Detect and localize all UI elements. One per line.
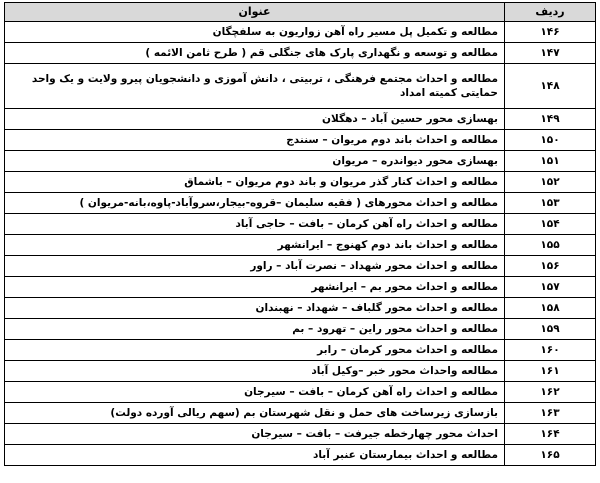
row-title: مطالعه و احداث محور راین – تهرود – بم <box>5 319 505 340</box>
table-row <box>5 172 596 193</box>
row-title: مطالعه و توسعه و نگهداری پارک های جنگلی قم ( طرح ثامن الائمه ) <box>5 43 505 64</box>
table-header-row <box>5 3 596 22</box>
table-row <box>5 193 596 214</box>
header-row-number: ردیف <box>505 3 596 22</box>
row-title: مطالعه و احداث محور گلباف – شهداد – نهبندان <box>5 298 505 319</box>
table-row <box>5 43 596 64</box>
row-title: مطالعه و احداث کنار گذر مریوان و باند دوم مریوان – باشماق <box>5 172 505 193</box>
row-title: مطالعه و احداث راه آهن کرمان – بافت – حاجی آباد <box>5 214 505 235</box>
row-title: مطالعه و احداث باند دوم کهنوج – ایرانشهر <box>5 235 505 256</box>
row-title: مطالعه و احداث مجتمع فرهنگی ، تربیتی ، دانش آموزی و دانشجویان پیرو ولایت و یک واحد حمایتی کمیته امداد <box>5 64 505 109</box>
table-body <box>5 22 596 466</box>
row-title: بهسازی محور حسین آباد – دهگلان <box>5 109 505 130</box>
table-row <box>5 22 596 43</box>
row-title: بازسازی زیرساخت های حمل و نقل شهرستان بم (سهم ریالی آورده دولت) <box>5 403 505 424</box>
table-row <box>5 214 596 235</box>
row-number: ۱۴۸ <box>505 64 596 109</box>
row-title: بهسازی محور دیواندره – مریوان <box>5 151 505 172</box>
row-title: احداث محور چهارخطه جیرفت – بافت – سیرجان <box>5 424 505 445</box>
row-number: ۱۴۹ <box>505 109 596 130</box>
row-number: ۱۴۶ <box>505 22 596 43</box>
row-number: ۱۵۷ <box>505 277 596 298</box>
row-title: مطالعه و احداث محور شهداد – نصرت آباد – راور <box>5 256 505 277</box>
table-row <box>5 109 596 130</box>
row-title: مطالعه و احداث راه آهن کرمان – بافت – سیرجان <box>5 382 505 403</box>
table-row <box>5 298 596 319</box>
row-title: مطالعه واحداث محور خبر –وکیل آباد <box>5 361 505 382</box>
row-number: ۱۶۴ <box>505 424 596 445</box>
table-row <box>5 277 596 298</box>
row-title: مطالعه و تکمیل پل مسیر راه آهن زواریون به سلفچگان <box>5 22 505 43</box>
row-number: ۱۵۳ <box>505 193 596 214</box>
row-number: ۱۵۴ <box>505 214 596 235</box>
table-row <box>5 424 596 445</box>
document-table-wrapper <box>4 2 596 466</box>
table-row <box>5 64 596 109</box>
row-number: ۱۶۳ <box>505 403 596 424</box>
row-number: ۱۶۲ <box>505 382 596 403</box>
row-number: ۱۵۶ <box>505 256 596 277</box>
table-row <box>5 403 596 424</box>
row-number: ۱۵۲ <box>505 172 596 193</box>
table-row <box>5 130 596 151</box>
row-number: ۱۶۰ <box>505 340 596 361</box>
projects-table <box>4 2 596 466</box>
row-number: ۱۵۵ <box>505 235 596 256</box>
row-number: ۱۴۷ <box>505 43 596 64</box>
row-number: ۱۶۱ <box>505 361 596 382</box>
row-title: مطالعه و احداث بیمارستان عنبر آباد <box>5 445 505 466</box>
row-title: مطالعه و احداث محور بم – ایرانشهر <box>5 277 505 298</box>
header-title: عنوان <box>5 3 505 22</box>
row-title: مطالعه و احداث محور کرمان – رابر <box>5 340 505 361</box>
table-row <box>5 256 596 277</box>
table-row <box>5 361 596 382</box>
row-title: مطالعه و احداث محورهای ( فقیه سلیمان –قروه-بیجار،سروآباد-پاوه،بانه-مریوان ) <box>5 193 505 214</box>
row-number: ۱۵۰ <box>505 130 596 151</box>
row-number: ۱۵۱ <box>505 151 596 172</box>
table-row <box>5 319 596 340</box>
row-number: ۱۵۸ <box>505 298 596 319</box>
table-row <box>5 235 596 256</box>
row-number: ۱۶۵ <box>505 445 596 466</box>
table-row <box>5 340 596 361</box>
table-row <box>5 445 596 466</box>
table-row <box>5 382 596 403</box>
row-number: ۱۵۹ <box>505 319 596 340</box>
row-title: مطالعه و احداث باند دوم مریوان – سنندج <box>5 130 505 151</box>
table-row <box>5 151 596 172</box>
